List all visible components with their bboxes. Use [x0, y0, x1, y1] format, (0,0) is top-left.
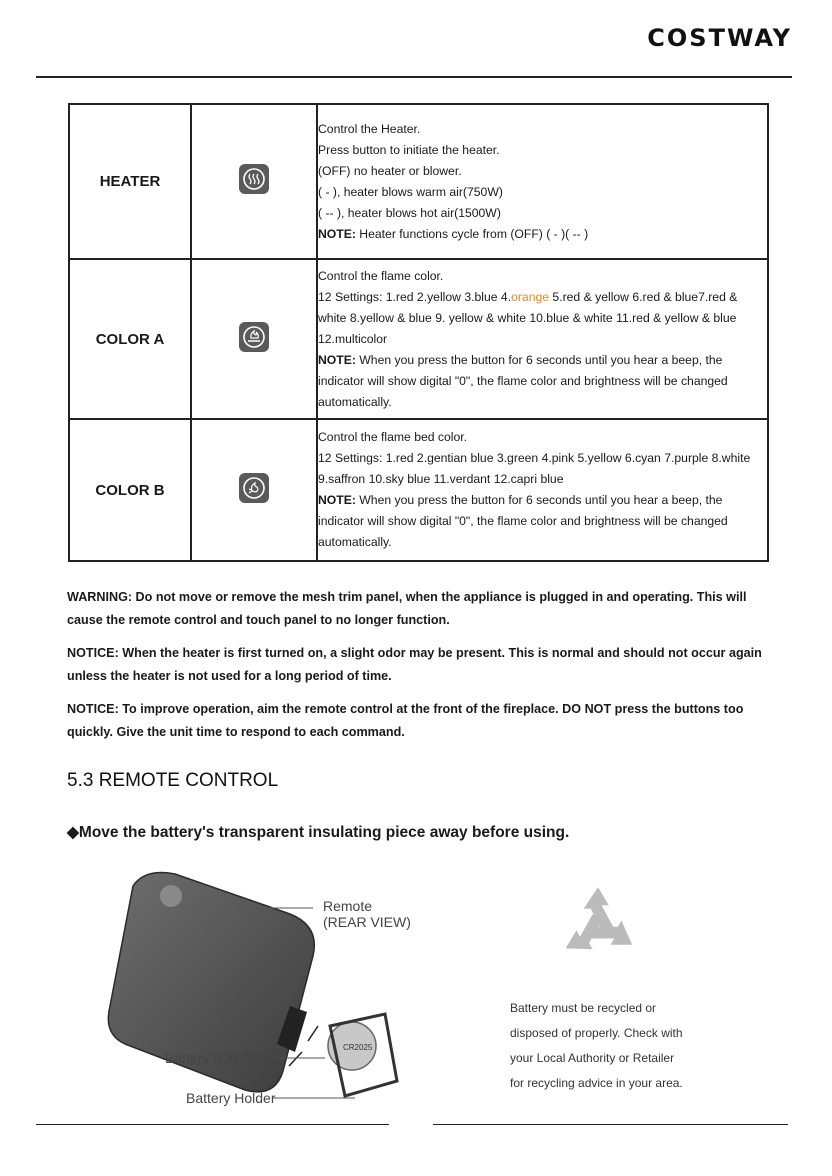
- coin-label: CR2025: [343, 1043, 373, 1052]
- note-text: Heater functions cycle from (OFF) ( - )( -- ): [355, 226, 589, 241]
- table-row-heater: [69, 104, 768, 259]
- heater-wave-icon: [239, 164, 269, 194]
- heater-line: ( -- ), heater blows hot air(1500W): [318, 205, 501, 220]
- brand-logo: COSTWAY: [647, 24, 792, 52]
- recycle-line: your Local Authority or Retailer: [510, 1051, 675, 1065]
- warning-text: Do not move or remove the mesh trim panel, when the appliance is plugged in and operating. This will cause the remote control and touch panel to no longer function.: [67, 590, 747, 627]
- color-a-settings: [318, 287, 767, 350]
- function-name-color-b: COLOR B: [69, 419, 191, 561]
- footer-rule-right: [433, 1124, 788, 1125]
- color-a-note: [318, 350, 767, 413]
- recycle-advice: [510, 996, 740, 1096]
- header-rule: [36, 76, 792, 78]
- recycle-line: disposed of properly. Check with: [510, 1026, 683, 1040]
- recycle-line: Battery must be recycled or: [510, 1001, 657, 1015]
- function-name-heater: HEATER: [69, 104, 191, 259]
- function-table: [68, 103, 769, 562]
- recycle-line: for recycling advice in your area.: [510, 1076, 683, 1090]
- remote-rear-view-figure: [85, 866, 460, 1111]
- notice-label: NOTICE:: [67, 646, 119, 660]
- orange-text: orange: [511, 289, 550, 304]
- recycle-icon: [553, 880, 643, 975]
- settings-text: 12 Settings: 1.red 2.yellow 3.blue 4.: [318, 289, 512, 304]
- note-label: NOTE:: [318, 226, 356, 241]
- label-rear-view: (REAR VIEW): [323, 914, 411, 930]
- warning-paragraph: [67, 586, 767, 632]
- note-label: NOTE:: [318, 493, 356, 507]
- settings-text: 5.red & yellow 6.red & blue7.red & white 8.yellow & blue 9. yellow & white 10.blue & white 11.red & yellow & blue 12.multicolor: [318, 289, 738, 346]
- label-remote: Remote: [323, 898, 373, 914]
- warning-label: WARNING:: [67, 590, 133, 604]
- color-a-line: Control the flame color.: [318, 268, 444, 283]
- label-battery: Battery (CR 2025): [165, 1050, 278, 1066]
- notice-text: To improve operation, aim the remote control at the front of the fireplace. DO NOT press the buttons too quickly. Give the unit time to respond to each command.: [67, 702, 744, 739]
- notice-paragraph: [67, 698, 767, 744]
- warning-notices: [67, 586, 767, 754]
- table-row-color-b: [69, 419, 768, 561]
- section-subheading: [67, 823, 569, 842]
- color-b-line: Control the flame bed color.: [318, 430, 468, 444]
- flame-color-icon: [239, 322, 269, 352]
- flame-bed-color-icon: [239, 473, 269, 503]
- heater-line: Control the Heater.: [318, 121, 421, 136]
- notice-paragraph: [67, 642, 767, 688]
- label-battery-holder: Battery Holder: [186, 1090, 276, 1106]
- function-name-color-a: COLOR A: [69, 259, 191, 419]
- diamond-bullet-icon: ◆: [67, 824, 79, 841]
- footer-rule-left: [36, 1124, 389, 1125]
- color-b-note: [318, 490, 767, 553]
- heater-line: ( - ), heater blows warm air(750W): [318, 184, 503, 199]
- subheading-text: Move the battery's transparent insulating piece away before using.: [78, 824, 570, 841]
- section-heading: 5.3 REMOTE CONTROL: [67, 770, 279, 791]
- heater-note: [318, 224, 767, 245]
- heater-line: (OFF) no heater or blower.: [318, 163, 462, 178]
- notice-text: When the heater is first turned on, a slight odor may be present. This is normal and should not occur again unless the heater is not used for a long period of time.: [67, 646, 762, 683]
- function-desc-color-b: [317, 419, 768, 561]
- function-desc-color-a: [317, 259, 768, 419]
- heater-line: Press button to initiate the heater.: [318, 142, 500, 157]
- function-desc-heater: [317, 104, 768, 259]
- remote-illustration: [85, 866, 460, 1111]
- note-text: When you press the button for 6 seconds until you hear a beep, the indicator will show digital "0", the flame color and brightness will be changed automatically.: [318, 493, 728, 549]
- note-text: When you press the button for 6 seconds until you hear a beep, the indicator will show digital "0", the flame color and brightness will be changed automatically.: [318, 352, 728, 409]
- table-row-color-a: [69, 259, 768, 419]
- note-label: NOTE:: [318, 352, 356, 367]
- notice-label: NOTICE:: [67, 702, 119, 716]
- color-b-settings: 12 Settings: 1.red 2.gentian blue 3.green 4.pink 5.yellow 6.cyan 7.purple 8.white 9.saffron 10.sky blue 11.verdant 12.capri blue: [318, 451, 751, 486]
